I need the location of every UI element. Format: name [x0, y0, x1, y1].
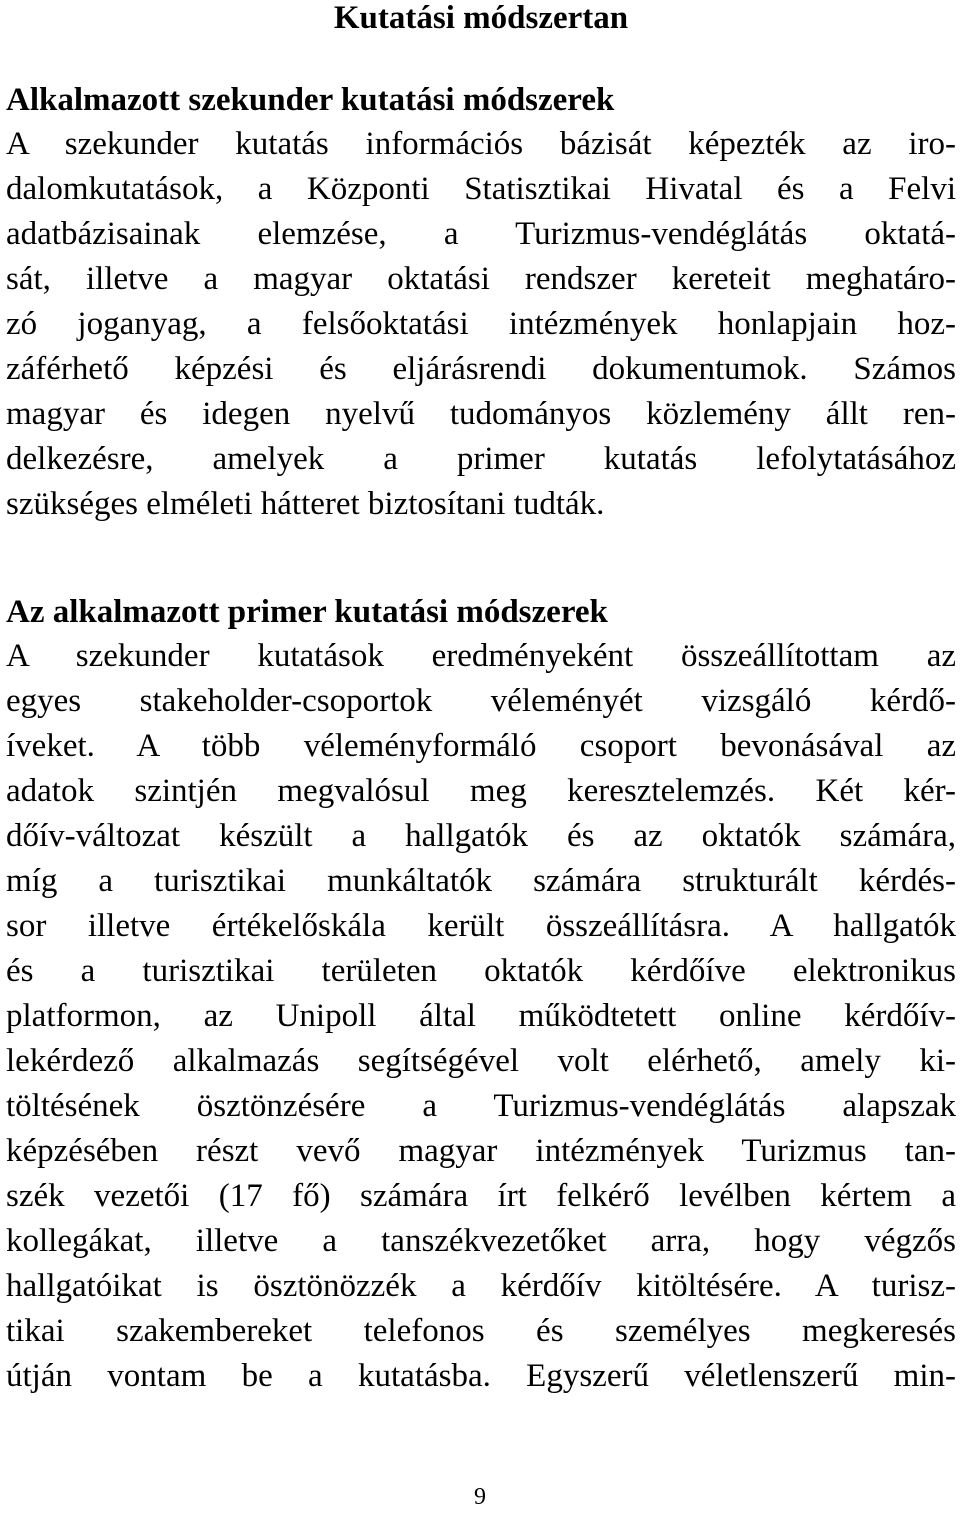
text-line: záférhető képzési és eljárásrendi dokumentumok. Számos — [6, 351, 956, 387]
text-line: íveket. A több véleményformáló csoport bevonásával az — [6, 728, 956, 764]
text-line: adatbázisainak elemzése, a Turizmus-vendéglátás oktatá- — [6, 216, 956, 252]
text-line: töltésének ösztönzésére a Turizmus-vendéglátás alapszak — [6, 1088, 956, 1124]
section-heading: Az alkalmazott primer kutatási módszerek — [6, 594, 608, 630]
text-line: hallgatóikat is ösztönözzék a kérdőív kitöltésére. A turisz- — [6, 1268, 956, 1304]
text-line: dőív-változat készült a hallgatók és az oktatók számára, — [6, 818, 956, 854]
text-line: kollegákat, illetve a tanszékvezetőket arra, hogy végzős — [6, 1223, 956, 1259]
text-line: sor illetve értékelőskála került összeállításra. A hallgatók — [6, 908, 956, 944]
text-line: képzésében részt vevő magyar intézmények Turizmus tan- — [6, 1133, 956, 1169]
text-line: sát, illetve a magyar oktatási rendszer kereteit meghatáro- — [6, 261, 956, 297]
text-line: egyes stakeholder-csoportok véleményét vizsgáló kérdő- — [6, 683, 956, 719]
text-line: szükséges elméleti hátteret biztosítani tudták. — [6, 486, 605, 522]
text-line: A szekunder kutatás információs bázisát képezték az iro- — [6, 126, 956, 162]
page-number: 9 — [474, 1484, 486, 1510]
section-body — [6, 634, 956, 1399]
text-line: A szekunder kutatások eredményeként összeállítottam az — [6, 638, 956, 674]
document-page — [6, 0, 956, 1394]
text-line: tikai szakembereket telefonos és személyes megkeresés — [6, 1313, 956, 1349]
text-line: dalomkutatások, a Központi Statisztikai Hivatal és a Felvi — [6, 171, 956, 207]
text-line: lekérdező alkalmazás segítségével volt elérhető, amely ki- — [6, 1043, 956, 1079]
text-line: zó joganyag, a felsőoktatási intézmények honlapjain hoz- — [6, 306, 956, 342]
text-line: útján vontam be a kutatásba. Egyszerű véletlenszerű min- — [6, 1358, 956, 1394]
text-line: magyar és idegen nyelvű tudományos közlemény állt ren- — [6, 396, 956, 432]
section-secondary-research — [6, 78, 956, 527]
section-primary-research — [6, 590, 956, 1399]
text-line: adatok szintjén megvalósul meg keresztelemzés. Két kér- — [6, 773, 956, 809]
page-title: Kutatási módszertan — [333, 0, 629, 36]
text-line: és a turisztikai területen oktatók kérdőíve elektronikus — [6, 953, 956, 989]
text-line: platformon, az Unipoll által működtetett online kérdőív- — [6, 998, 956, 1034]
section-heading: Alkalmazott szekunder kutatási módszerek — [6, 82, 615, 118]
text-line: míg a turisztikai munkáltatók számára strukturált kérdés- — [6, 863, 956, 899]
section-body — [6, 122, 956, 527]
text-line: szék vezetői (17 fő) számára írt felkérő levélben kértem a — [6, 1178, 956, 1214]
text-line: delkezésre, amelyek a primer kutatás lefolytatásához — [6, 441, 956, 477]
